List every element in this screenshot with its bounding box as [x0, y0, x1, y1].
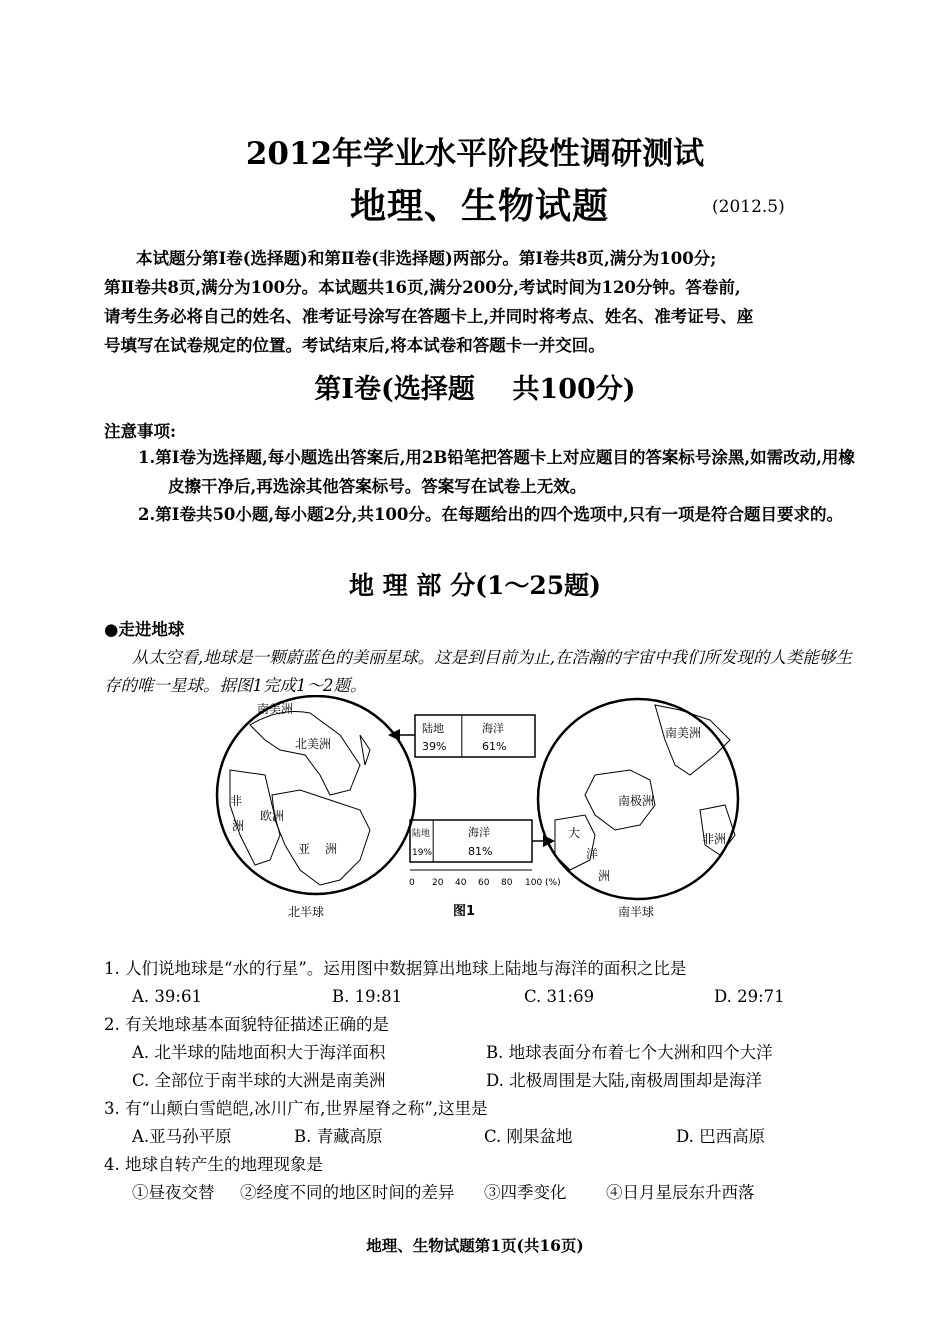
topic-heading: ●走进地球 — [104, 620, 185, 639]
south-ocean-label: 海洋 — [468, 826, 490, 839]
option: B. 青藏高原 — [294, 1127, 383, 1146]
figure-1 — [210, 695, 770, 929]
option: A.亚马孙平原 — [132, 1127, 232, 1146]
greenland-shape — [360, 735, 370, 765]
south-label-oc3: 洲 — [598, 869, 611, 883]
notice-item: 2.第Ⅰ卷共50小题,每小题2分,共100分。在每题给出的四个选项中,只有一项是符合题目要求的。 — [138, 505, 844, 524]
intro-line: 本试题分第Ⅰ卷(选择题)和第Ⅱ卷(非选择题)两部分。第Ⅰ卷共8页,满分为100分; — [136, 249, 717, 268]
lead-text: 从太空看,地球是一颗蔚蓝色的美丽星球。这是到目前为止,在浩瀚的宇宙中我们所发现的人类能够生存的唯一星球。据图1完成1～2题。 — [104, 648, 852, 695]
axis-tick: 40 — [455, 878, 467, 888]
intro-line: 第Ⅱ卷共8页,满分为100分。本试题共16页,满分200分,考试时间为120分钟。答卷前, — [104, 278, 741, 297]
axis-tick: 20 — [432, 878, 444, 888]
question-3 — [104, 1095, 864, 1151]
south-africa-shape — [700, 805, 735, 855]
eurasia-shape — [272, 790, 370, 885]
intro-line: 号填写在试卷规定的位置。考试结束后,将本试卷和答题卡一并交回。 — [104, 336, 605, 355]
notice-list — [138, 444, 858, 530]
axis-tick: 80 — [501, 878, 513, 888]
north-hemisphere-label: 北半球 — [288, 905, 325, 919]
option: ①昼夜交替 — [132, 1183, 215, 1202]
north-label-af1: 非 — [230, 794, 243, 808]
north-land-label: 陆地 — [422, 722, 444, 735]
option: ③四季变化 — [484, 1183, 567, 1202]
south-land-label: 陆地 — [412, 829, 431, 839]
south-label-af: 非洲 — [702, 832, 727, 846]
south-hemisphere-label: 南半球 — [618, 905, 655, 919]
page-footer: 地理、生物试题第1页(共16页) — [366, 1236, 584, 1255]
north-ocean-value: 61% — [482, 740, 507, 753]
question-stem: 4. 地球自转产生的地理现象是 — [104, 1155, 323, 1174]
north-ocean-label: 海洋 — [482, 722, 504, 735]
north-label-eu: 欧洲 — [260, 809, 285, 823]
south-label-oc2: 洋 — [586, 847, 599, 861]
intro-paragraph — [104, 244, 864, 360]
intro-line: 请考生务必将自己的姓名、准考证号涂写在答题卡上,并同时将考点、姓名、准考证号、座 — [104, 307, 754, 326]
south-land-value: 19% — [412, 848, 433, 858]
north-label-na: 北美洲 — [295, 737, 332, 751]
option: A. 北半球的陆地面积大于海洋面积 — [132, 1043, 386, 1062]
question-1 — [104, 955, 864, 1011]
notice-title: 注意事项: — [104, 422, 177, 441]
lead-paragraph — [104, 644, 864, 700]
north-land-value: 39% — [422, 740, 447, 753]
exam-title: 2012年学业水平阶段性调研测试 — [245, 136, 705, 172]
south-label-oc1: 大 — [568, 826, 581, 840]
question-4 — [104, 1151, 864, 1207]
subject-title: 地理、生物试题 — [350, 185, 610, 227]
option: ②经度不同的地区时间的差异 — [240, 1183, 455, 1202]
question-options — [104, 983, 864, 1011]
option: A. 39:61 — [132, 987, 202, 1006]
option: C. 刚果盆地 — [484, 1127, 573, 1146]
option: D. 北极周围是大陆,南极周围却是海洋 — [486, 1071, 762, 1090]
option: B. 19:81 — [332, 987, 403, 1006]
notice-item: 1.第Ⅰ卷为选择题,每小题选出答案后,用2B铅笔把答题卡上对应题目的答案标号涂黑,如需改动,用橡皮擦干净后,再选涂其他答案标号。答案写在试卷上无效。 — [138, 448, 855, 496]
section-title: 第Ⅰ卷(选择题 共100分) — [314, 374, 636, 405]
question-options — [104, 1039, 864, 1067]
north-label-af2: 洲 — [232, 819, 245, 833]
question-stem: 2. 有关地球基本面貌特征描述正确的是 — [104, 1015, 389, 1034]
option: D. 29:71 — [714, 987, 785, 1006]
option: D. 巴西高原 — [676, 1127, 766, 1146]
question-2 — [104, 1011, 864, 1095]
question-options — [104, 1123, 864, 1151]
north-label-as1: 亚 — [298, 842, 311, 856]
north-label-sa: 南美洲 — [257, 702, 294, 716]
option: B. 地球表面分布着七个大洲和四个大洋 — [486, 1043, 773, 1062]
axis-tick: 60 — [478, 878, 490, 888]
question-options — [104, 1067, 864, 1095]
question-stem: 3. 有“山颠白雪皑皑,冰川广布,世界屋脊之称”,这里是 — [104, 1099, 488, 1118]
question-stem: 1. 人们说地球是“水的行星”。运用图中数据算出地球上陆地与海洋的面积之比是 — [104, 959, 687, 978]
option: C. 31:69 — [524, 987, 595, 1006]
axis-tick: 0 — [409, 878, 415, 888]
south-ocean-value: 81% — [468, 845, 493, 858]
part-title: 地 理 部 分(1～25题) — [349, 571, 601, 600]
south-label-sa: 南美洲 — [665, 726, 702, 740]
hemisphere-figure — [210, 695, 770, 925]
south-label-an: 南极洲 — [618, 794, 655, 808]
axis-tick: 100 (%) — [525, 878, 561, 888]
question-options — [104, 1179, 864, 1207]
figure-caption: 图1 — [453, 904, 476, 919]
option: C. 全部位于南半球的大洲是南美洲 — [132, 1071, 386, 1090]
exam-date: (2012.5) — [712, 197, 785, 217]
option: ④日月星辰东升西落 — [606, 1183, 755, 1202]
north-label-as2: 洲 — [325, 842, 338, 856]
